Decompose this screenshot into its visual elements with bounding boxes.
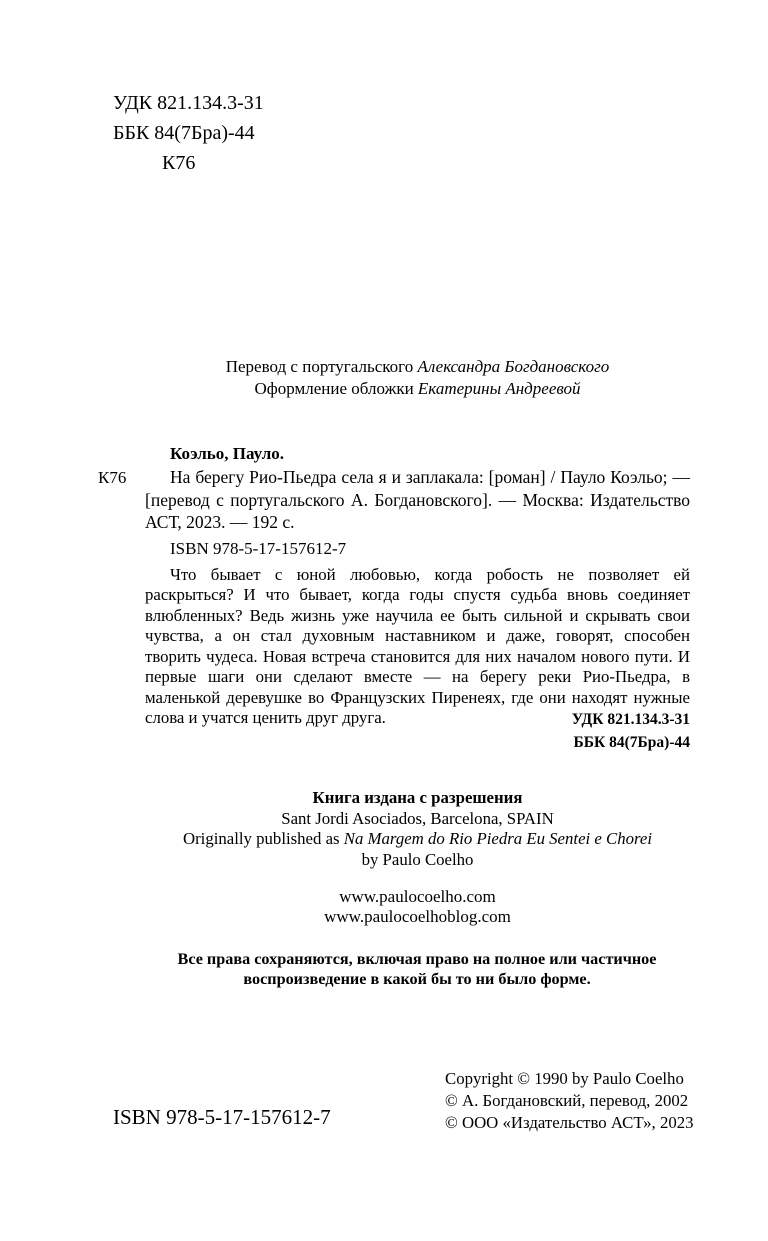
- websites-block: [145, 887, 690, 927]
- author-sign-code: К76: [162, 152, 196, 174]
- udk-code-right: УДК 821.134.3-31: [571, 711, 690, 728]
- website-paulocoelho: www.paulocoelho.com: [339, 887, 496, 906]
- margin-author-sign: К76: [98, 468, 127, 487]
- rights-notice: Все права сохраняются, включая право на полное или частичное воспроизведение в какой бы то ни было форме.: [177, 950, 657, 988]
- annotation-text: Что бывает с юной любовью, когда робость не позволяет ей раскрыться? И что бывает, когда годы спустя судьба вновь соединяет влюбленных? Ведь жизнь уже научила ее быть сильной и скрывать свои чувства, а он стал духовным наставником и даже, говорят, способен творить чудеса. Новая встреча становится для них началом нового пути. И первые шаги они сделают вместе — на берегу реки Рио-Пьедра, в маленькой деревушке во Французских Пиренеях, где они находят нужные слова и учатся ценить друг друга.: [145, 564, 690, 727]
- translation-credit: [145, 356, 690, 378]
- catalog-entry: [145, 442, 690, 754]
- footer-isbn: ISBN 978-5-17-157612-7: [113, 1105, 331, 1129]
- permission-block: [145, 788, 690, 870]
- catalog-description: На берегу Рио-Пьедра села я и заплакала: [роман] / Пауло Коэльо; — [перевод с португальского А. Богдановского]. — Москва: Издательство АСТ, 2023. — 192 с.: [145, 467, 690, 532]
- website-paulocoelhoblog: www.paulocoelhoblog.com: [324, 907, 511, 926]
- credits-block: [145, 356, 690, 400]
- cover-credit: [145, 378, 690, 400]
- original-title-prefix: Originally published as: [182, 829, 344, 848]
- permission-agency: Sant Jordi Asociados, Barcelona, SPAIN: [281, 808, 554, 828]
- translation-credit-prefix: Перевод с португальского: [225, 357, 418, 376]
- bbk-code: ББК 84(7Бра)-44: [113, 122, 255, 144]
- original-title-line: [145, 829, 690, 850]
- copyright-original: Copyright © 1990 by Paulo Coelho: [445, 1069, 684, 1088]
- copyright-publisher: © ООО «Издательство АСТ», 2023: [445, 1113, 694, 1132]
- cover-credit-prefix: Оформление обложки: [254, 379, 418, 398]
- catalog-author-heading: Коэльо, Пауло.: [170, 444, 284, 463]
- udk-code: УДК 821.134.3-31: [113, 92, 264, 114]
- classification-codes-top: [113, 88, 264, 178]
- permission-heading: Книга издана с разрешения: [312, 788, 523, 807]
- copyright-block: [445, 1068, 694, 1134]
- original-title: Na Margem do Rio Piedra Eu Sentei e Chorei: [343, 829, 653, 848]
- bbk-code-right: ББК 84(7Бра)-44: [573, 734, 690, 751]
- translator-name: Александра Богдановского: [417, 357, 610, 376]
- original-author: by Paulo Coelho: [361, 849, 474, 869]
- cover-designer-name: Екатерины Андреевой: [417, 379, 581, 398]
- copyright-translation: © А. Богдановский, перевод, 2002: [445, 1091, 689, 1110]
- catalog-isbn: ISBN 978-5-17-157612-7: [170, 538, 347, 558]
